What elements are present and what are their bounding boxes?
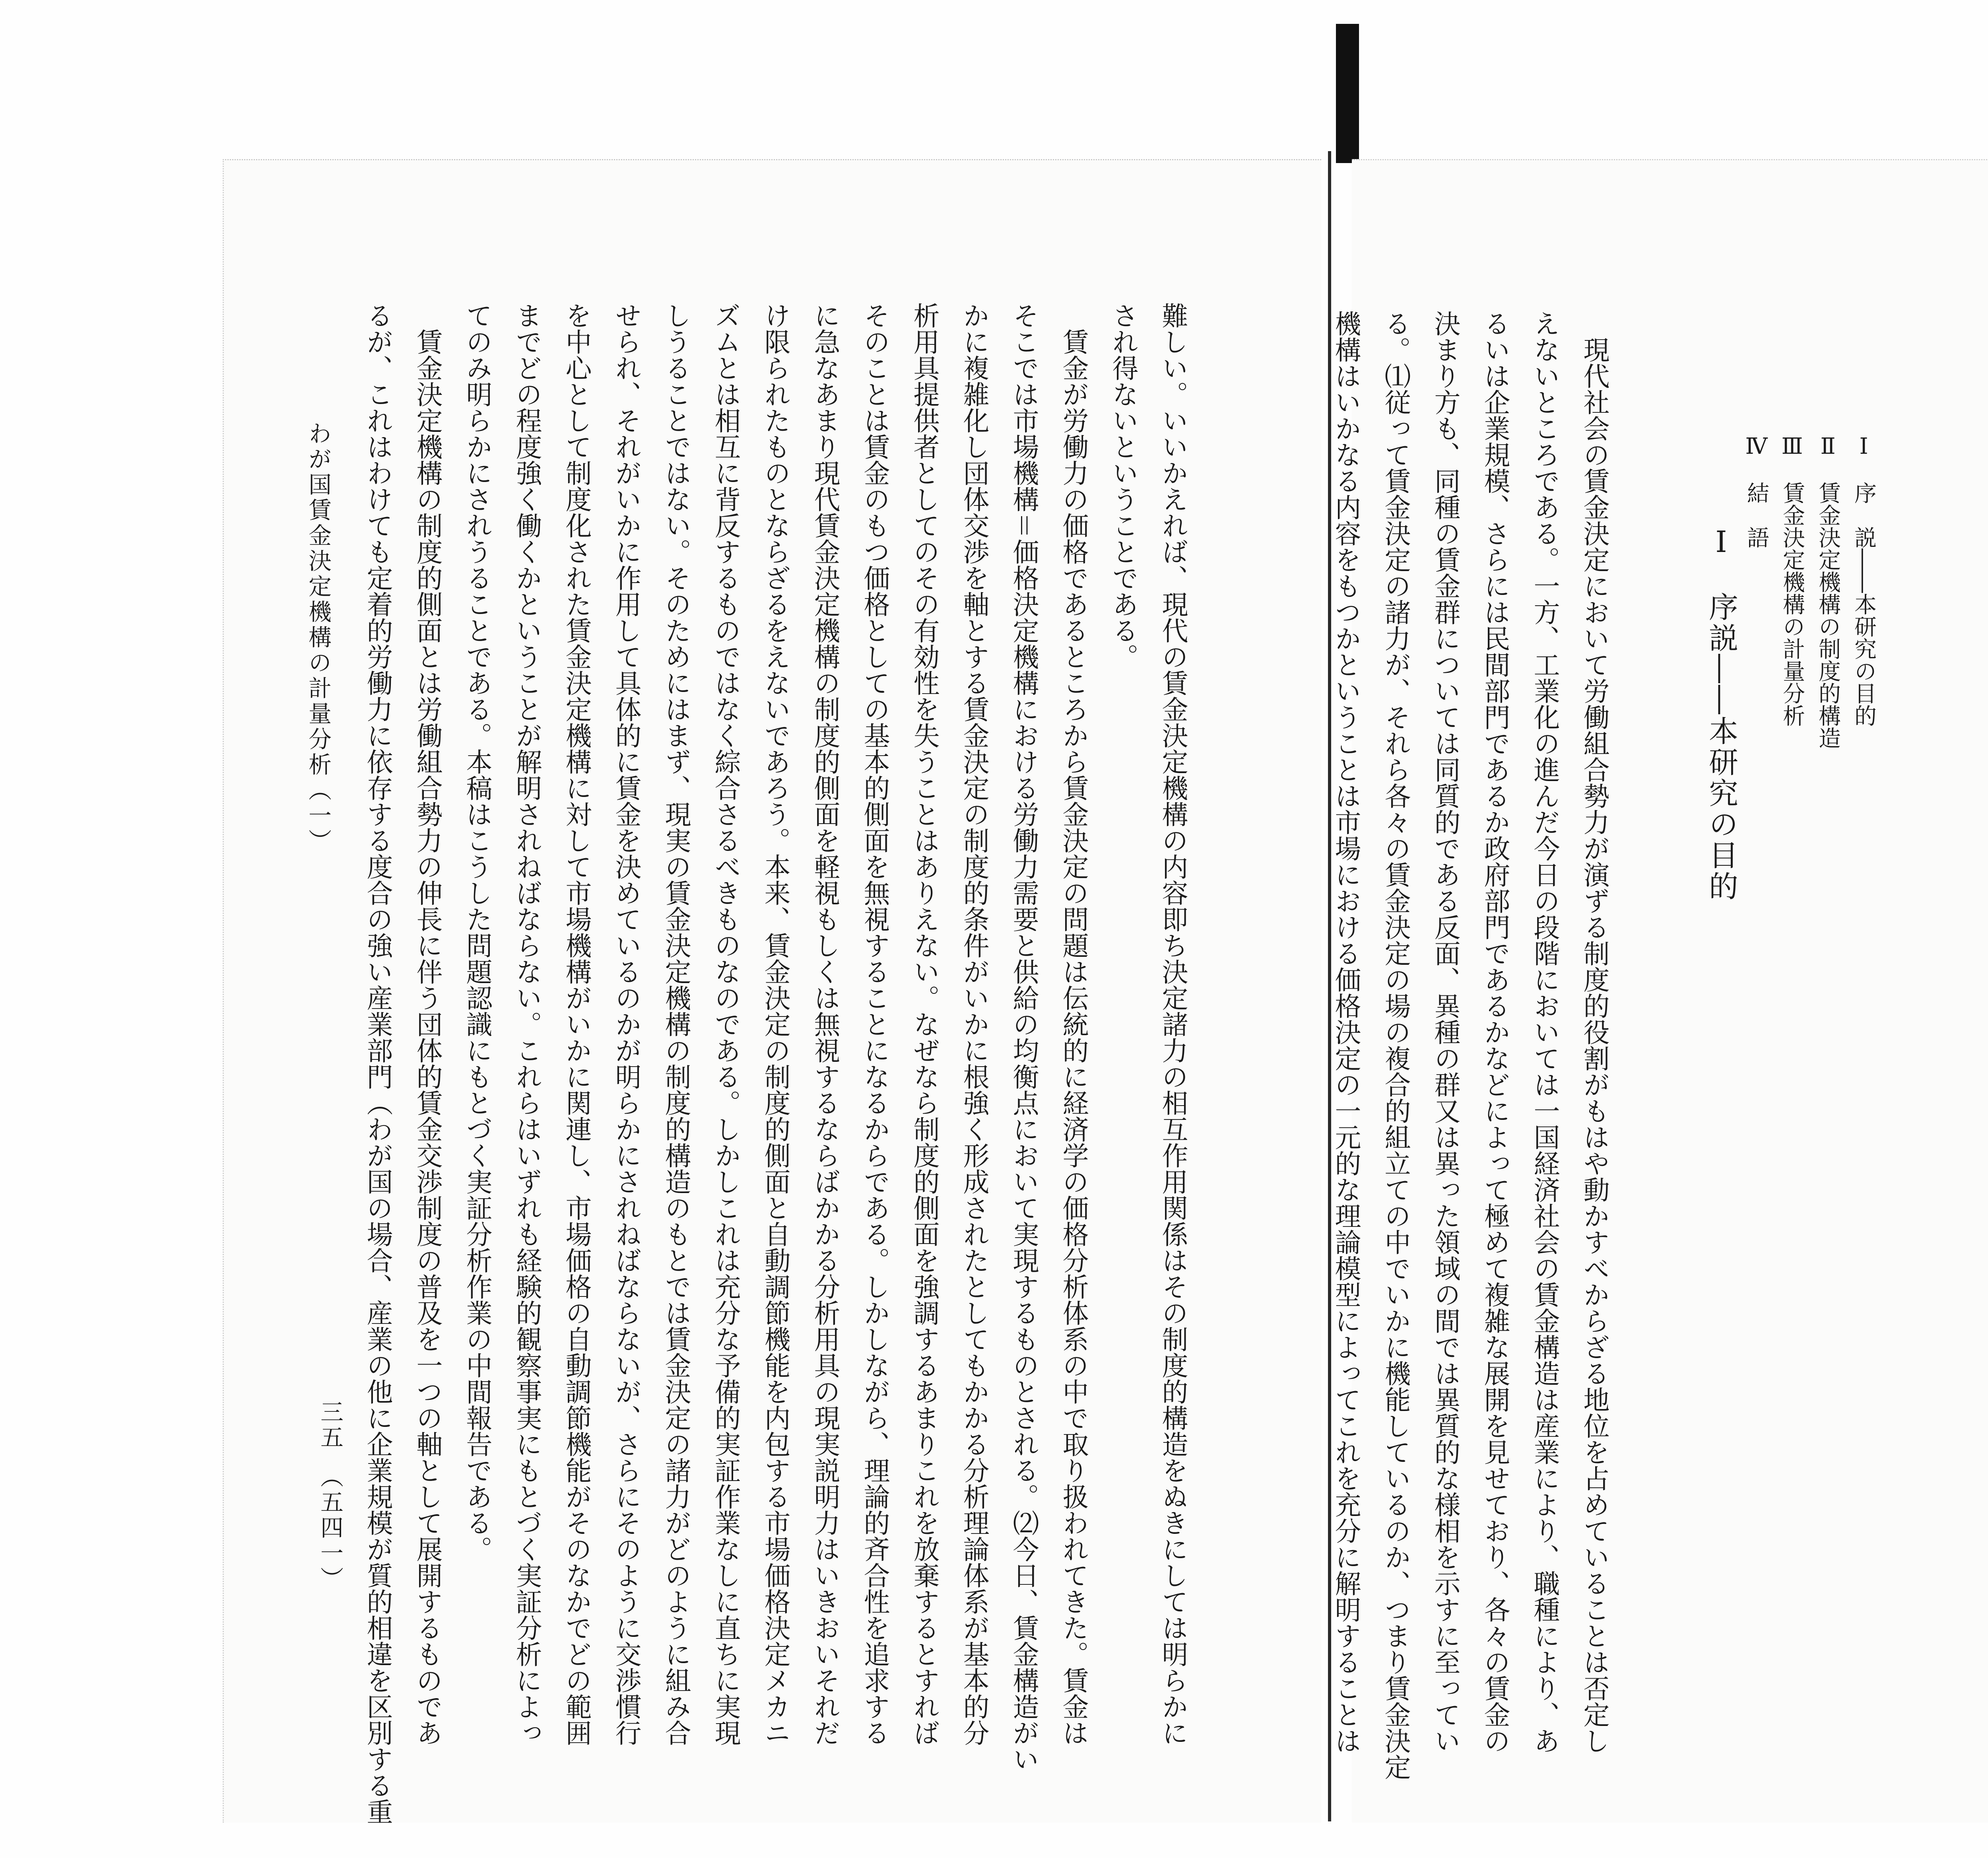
body-line: 難しい。いいかえれば、現代の賃金決定機構の内容即ち決定諸力の相互作用関係はその制度的構造をぬきにしては明らかに xyxy=(1157,302,1188,1746)
toc-item-3: Ⅲ 賃金決定機構の計量分析 xyxy=(1779,433,1805,727)
body-line: そのことは賃金のもつ価格としての基本的側面を無視することになるからである。しかしながら、理論的斉合性を追求する xyxy=(859,302,890,1746)
body-line: 決まり方も、同種の賃金群については同質的である反面、異種の群又は異った領域の間では異質的な様相を示すに至ってい xyxy=(1430,310,1460,1754)
body-line: までどの程度強く働くかということが解明されねばならない。これらはいずれも経験的観察事実にもとづく実証分析によっ xyxy=(511,302,542,1746)
right-page-body xyxy=(1321,310,1619,1780)
body-line: ズムとは相互に背反するものではなく綜合さるべきものなのである。しかしこれは充分な予備的実証作業なしに直ちに実現 xyxy=(710,302,741,1746)
body-line: るが、これはわけても定着的労働力に依存する度合の強い産業部門（わが国の場合、産業の他に企業規模が質的相違を区別する重 xyxy=(362,302,393,1825)
toc-item-2: Ⅱ 賃金決定機構の制度的構造 xyxy=(1815,433,1841,749)
body-line: る。⑴従って賃金決定の諸力が、それら各々の賃金決定の場の複合的組立ての中でいかに機能しているのか、つまり賃金決定 xyxy=(1380,310,1411,1780)
body-line: 現代社会の賃金決定において労働組合勢力が演ずる制度的役割がもはや動かすべからざる地位を占めていることは否定し xyxy=(1579,310,1609,1754)
left-page-body xyxy=(353,302,1198,1825)
body-line: け限られたものとならざるをえないであろう。本来、賃金決定の制度的側面と自動調節機能を内包する市場価格決定メカニ xyxy=(760,302,790,1746)
body-line: に急なあまり現代賃金決定機構の制度的側面を軽視もしくは無視するならばかかる分析用具の現実説明力はいきおいそれだ xyxy=(810,302,840,1746)
body-line: せられ、それがいかに作用して具体的に賃金を決めているのかが明らかにされねばならないが、さらにそのように交渉慣行 xyxy=(611,302,641,1746)
page-number-left: 三五 （五四一） xyxy=(316,1400,344,1592)
body-line: えないところである。一方、工業化の進んだ今日の段階においては一国経済社会の賃金構造は産業により、職種により、あ xyxy=(1529,310,1560,1754)
body-line: るいは企業規模、さらには民間部門であるか政府部門であるかなどによって極めて複雑な展開を見せており、各々の賃金の xyxy=(1479,310,1510,1754)
binding-tab-mark xyxy=(1336,24,1359,163)
body-line: 賃金決定機構の制度的側面とは労働組合勢力の伸長に伴う団体的賃金交渉制度の普及を一つの軸として展開するものであ xyxy=(412,302,443,1746)
body-line: 機構はいかなる内容をもつかということは市場における価格決定の一元的な理論模型によってこれを充分に解明することは xyxy=(1330,310,1361,1754)
section-heading: Ⅰ 序説――本研究の目的 xyxy=(1704,525,1738,902)
table-of-contents xyxy=(1738,433,1881,749)
toc-item-1: Ⅰ 序 説――本研究の目的 xyxy=(1851,433,1877,727)
body-line: 析用具提供者としてのその有効性を失うことはありえない。なぜなら制度的側面を強調するあまりこれを放棄するとすれば xyxy=(909,302,940,1746)
body-line: 賃金が労働力の価格であるところから賃金決定の問題は伝統的に経済学の価格分析体系の中で取り扱われてきた。賃金は xyxy=(1058,302,1089,1746)
body-line: され得ないということである。 xyxy=(1108,302,1138,670)
body-line: そこでは市場機構＝価格決定機構における労働力需要と供給の均衡点において実現するものとされる。⑵今日、賃金構造がい xyxy=(1008,302,1039,1772)
body-line: てのみ明らかにされうることである。本稿はこうした問題認識にもとづく実証分析作業の中間報告である。 xyxy=(462,302,492,1562)
body-line: かに複雑化し団体交渉を軸とする賃金決定の制度的条件がいかに根強く形成されたとしてもかかる分析理論体系が基本的分 xyxy=(959,302,989,1746)
toc-item-4: Ⅳ 結 語 xyxy=(1743,433,1769,548)
body-line: を中心として制度化された賃金決定機構に対して市場機構がいかに関連し、市場価格の自動調節機能がそのなかでどの範囲 xyxy=(561,302,592,1746)
body-line: しうることではない。そのためにはまず、現実の賃金決定機構の制度的構造のもとでは賃金決定の諸力がどのように組み合 xyxy=(660,302,691,1746)
running-head: わが国賃金決定機構の計量分析（一） xyxy=(305,422,332,854)
